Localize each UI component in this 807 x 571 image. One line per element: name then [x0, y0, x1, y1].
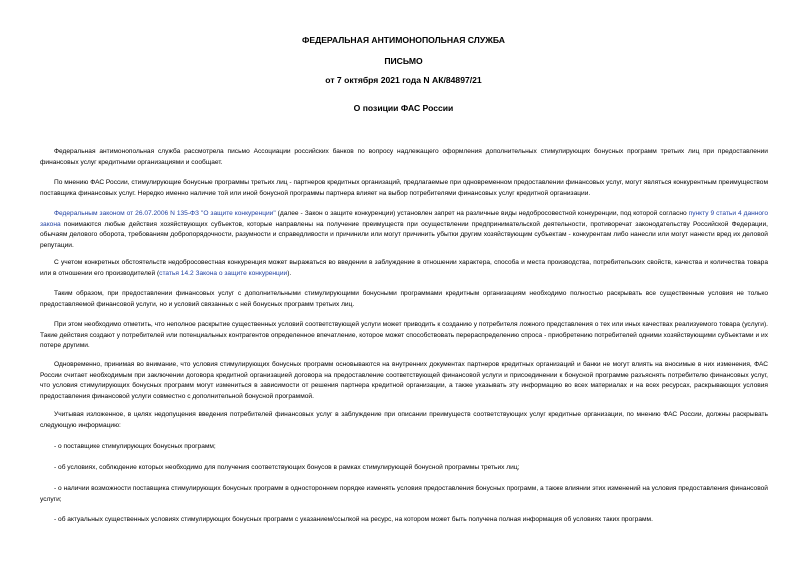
federal-law-link[interactable]: Федеральным законом от 26.07.2006 N 135-ФЗ "О защите конкуренции" [54, 210, 276, 217]
paragraph-3-text-a: (далее - Закон о защите конкуренции) установлен запрет на различные виды недобросовестной конкуренции, под которой согласно [275, 210, 689, 217]
paragraph-7: Одновременно, принимая во внимание, что условия стимулирующих бонусных программ основываются на внутренних документах партнеров кредитных организаций и банки не могут влиять на вносимые в них изменения, ФАС России считает необходимым при заключении договора кредитной организацией договора на предоставление соответствующей финансовой услуги и присоединении к бонусной программе разъяснять потребителю финансовых услуг, что условия стимулирующих бонусных программ могут измениться в зависимости от решения партнера кредитной организации, а также указывать эту информацию во всех материалах и на всех ресурсах, раскрывающих условия предоставления финансовой услуги совместно с дополнительной бонусной программой. [40, 361, 768, 401]
document-type: ПИСЬМО [384, 56, 423, 66]
paragraph-4-text-b: ). [287, 269, 292, 277]
paragraph-3-text-b: понимаются любые действия хозяйствующих субъектов, которые направлены на получение преимуществ при осуществлении предпринимательской деятельности, противоречат законодательству Российской Федерации, обычаям делового оборота, требованиям добропорядочности, разумности и справедливости и причинили или могут причинить убытки другим хозяйствующим субъектам - конкурентам либо нанесли или могут нанести вред их деловой репутации. [40, 220, 768, 250]
paragraph-6: При этом необходимо отметить, что неполное раскрытие существенных условий соответствующей услуги может приводить к созданию у потребителя ложного представления о тех или иных качествах реализуемого товара (услуги). Такие действия создают у потребителей или потенциальных контрагентов определенное впечатление, которое может способствовать перераспределению спроса - приобретению потребителей одними хозяйствующими субъектами и их потере другими. [40, 321, 768, 350]
paragraph-4-text-a: С учетом конкретных обстоятельств недобросовестная конкуренция может выражаться во введении в заблуждение в отношении характера, способа и места производства, потребительских свойств, качества и количества товара или в отношении его производителей ( [40, 259, 768, 277]
paragraph-3 [40, 209, 768, 252]
paragraph-4 [40, 258, 768, 279]
paragraph-2: По мнению ФАС России, стимулирующие бонусные программы третьих лиц - партнеров кредитных организаций, предлагаемые при одновременном предоставлении финансовых услуг, могут являться конкурентным преимуществом поставщика финансовых услуг. Нередко именно наличие той или иной бонусной программы партнера влияет на выбор потребителями финансовых услуг кредитной организации. [40, 179, 768, 197]
list-item-3: - о наличии возможности поставщика стимулирующих бонусных программ в одностороннем порядке изменять условия предоставления бонусных программ, а также влиянии этих изменений на условия предоставления финансовой услуги; [40, 485, 768, 503]
paragraph-1: Федеральная антимонопольная служба рассмотрела письмо Ассоциации российских банков по вопросу надлежащего оформления дополнительных стимулирующих бонусных программ третьих лиц при предоставлении финансовых услуг кредитными организациями и сообщает. [40, 148, 768, 166]
paragraph-5: Таким образом, при предоставлении финансовых услуг с дополнительными стимулирующими бонусными программами кредитным организациям необходимо полностью раскрывать все существенные условия не только предоставляемой финансовой услуги, но и условий связанных с ней бонусных программ третьих лиц. [40, 290, 768, 308]
paragraph-8: Учитывая изложенное, в целях недопущения введения потребителей финансовых услуг в заблуждение при описании преимуществ соответствующих услуг кредитные организации, по мнению ФАС России, должны раскрывать следующую информацию: [40, 411, 768, 429]
article-14-2-link[interactable]: статья 14.2 Закона о защите конкуренции [159, 269, 288, 277]
document-subject: О позиции ФАС России [353, 103, 454, 113]
article-4-clause-9-link[interactable]: пункту 9 статьи 4 данного закона [40, 210, 768, 228]
list-item-1: - о поставщике стимулирующих бонусных программ; [54, 443, 216, 450]
list-item-4: - об актуальных существенных условиях стимулирующих бонусных программ с указанием/ссылкой на ресурс, на котором может быть получена полная информация об условиях таких программ. [54, 516, 653, 523]
document-date-number: от 7 октября 2021 года N АК/84897/21 [325, 75, 482, 85]
list-item-2: - об условиях, соблюдение которых необходимо для получения соответствующих бонусов в рамках стимулирующей бонусной программы третьих лиц; [54, 464, 520, 471]
agency-title: ФЕДЕРАЛЬНАЯ АНТИМОНОПОЛЬНАЯ СЛУЖБА [302, 35, 505, 45]
